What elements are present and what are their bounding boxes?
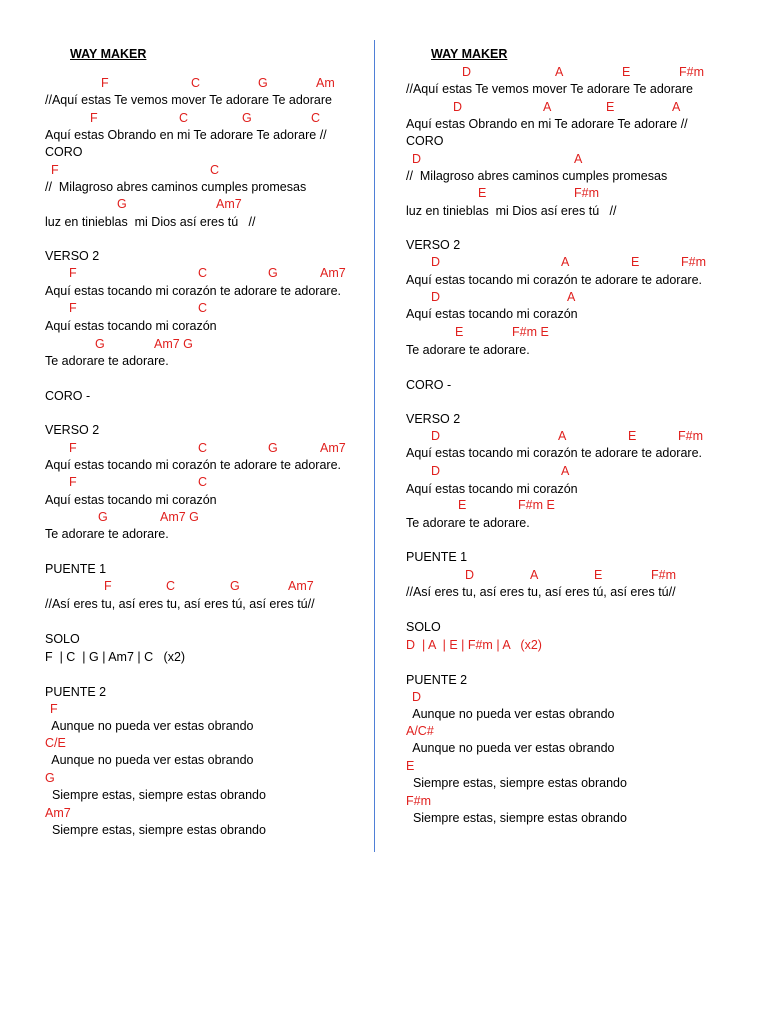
section-label: PUENTE 1 xyxy=(406,550,468,564)
chord-line xyxy=(406,497,555,514)
chord-line xyxy=(45,474,208,491)
lyric-line: luz en tinieblas mi Dios así eres tú // xyxy=(406,204,617,218)
chord: D xyxy=(412,690,422,704)
section-label: CORO xyxy=(45,145,83,159)
lyric-line: Aquí estas Obrando en mi Te adorare Te adorare // xyxy=(406,117,688,131)
chord: A xyxy=(574,152,583,166)
chord: F xyxy=(101,76,109,90)
chord: F xyxy=(51,163,59,177)
chord: C xyxy=(191,76,201,90)
lyric-line: Te adorare te adorare. xyxy=(406,343,530,357)
lyric-line: Aunque no pueda ver estas obrando xyxy=(406,707,615,721)
lyric-line: Aquí estas Obrando en mi Te adorare Te adorare // xyxy=(45,128,327,142)
chord: E xyxy=(594,568,603,582)
chord: F#m xyxy=(678,429,703,443)
chord: D xyxy=(431,429,441,443)
chord: A xyxy=(555,65,564,79)
chord: Am7 xyxy=(288,579,314,593)
chord: E xyxy=(458,498,467,512)
chord: E xyxy=(406,759,415,773)
chord: A/C# xyxy=(406,724,434,738)
chord-line xyxy=(45,336,193,353)
lyric-line: Aunque no pueda ver estas obrando xyxy=(45,719,254,733)
chord-line xyxy=(406,99,681,116)
chord: C/E xyxy=(45,736,66,750)
lyric-line: Aquí estas tocando mi corazón te adorare te adorare. xyxy=(45,458,342,472)
chord: F xyxy=(69,441,77,455)
column-divider xyxy=(374,40,375,852)
section-label: CORO - xyxy=(406,378,452,392)
section-label: SOLO xyxy=(45,632,80,646)
chord: F#m xyxy=(681,255,706,269)
lyric-line: //Así eres tu, así eres tu, así eres tú, así eres tú// xyxy=(406,585,676,599)
chord: D xyxy=(431,290,441,304)
chord: F xyxy=(90,111,98,125)
chord: F#m xyxy=(651,568,676,582)
lyric-line: Te adorare te adorare. xyxy=(45,527,169,541)
chord-line xyxy=(406,64,704,81)
section-label: VERSO 2 xyxy=(45,423,100,437)
chord: E xyxy=(628,429,637,443)
lyric-line: Aunque no pueda ver estas obrando xyxy=(45,753,254,767)
chord: D xyxy=(412,152,422,166)
chord: D xyxy=(453,100,463,114)
section-label: CORO - xyxy=(45,389,91,403)
lyric-line: Aquí estas tocando mi corazón xyxy=(406,307,578,321)
chord: A xyxy=(561,255,570,269)
lyric-line: Aunque no pueda ver estas obrando xyxy=(406,741,615,755)
chord: E xyxy=(478,186,487,200)
lyric-line: Siempre estas, siempre estas obrando xyxy=(406,776,627,790)
chord: Am7 xyxy=(320,266,346,280)
lyric-line: Aquí estas tocando mi corazón xyxy=(45,493,217,507)
lyric-line: Aquí estas tocando mi corazón te adorare te adorare. xyxy=(406,446,703,460)
chord-line xyxy=(45,440,346,457)
chord: A xyxy=(567,290,576,304)
lyric-line: //Así eres tu, así eres tu, así eres tú, así eres tú// xyxy=(45,597,315,611)
lyric-line: Aquí estas tocando mi corazón te adorare te adorare. xyxy=(406,273,703,287)
chord: C xyxy=(179,111,189,125)
solo-progression: F | C | G | Am7 | C (x2) xyxy=(45,650,186,664)
chord-line xyxy=(45,509,199,526)
chord-line xyxy=(406,185,599,202)
lyric-line: Aquí estas tocando mi corazón te adorare te adorare. xyxy=(45,284,342,298)
section-label: PUENTE 1 xyxy=(45,562,107,576)
chord: D xyxy=(465,568,475,582)
chord: D xyxy=(462,65,472,79)
lyric-line: Te adorare te adorare. xyxy=(45,354,169,368)
chord: D xyxy=(431,255,441,269)
section-label: PUENTE 2 xyxy=(406,673,468,687)
chord: C xyxy=(311,111,321,125)
chord-line xyxy=(45,162,220,179)
chord: E xyxy=(631,255,640,269)
chord: G xyxy=(258,76,268,90)
chord: F xyxy=(69,266,77,280)
chord: E xyxy=(622,65,631,79)
chord: Am7 xyxy=(45,806,71,820)
chord: Am xyxy=(316,76,335,90)
chord: C xyxy=(198,441,208,455)
lyric-line: Siempre estas, siempre estas obrando xyxy=(45,823,266,837)
section-label: VERSO 2 xyxy=(45,249,100,263)
lyric-line: luz en tinieblas mi Dios así eres tú // xyxy=(45,215,256,229)
chord: C xyxy=(166,579,176,593)
section-label: PUENTE 2 xyxy=(45,685,107,699)
chord-line xyxy=(406,254,706,271)
chord: G xyxy=(117,197,127,211)
chord: C xyxy=(198,266,208,280)
chord: G xyxy=(268,441,278,455)
chord: F xyxy=(69,301,77,315)
lyric-line: // Milagroso abres caminos cumples promesas xyxy=(406,169,668,183)
solo-progression: D | A | E | F#m | A (x2) xyxy=(406,638,542,652)
lyric-line: //Aquí estas Te vemos mover Te adorare Te adorare xyxy=(45,93,332,107)
lyric-line: Siempre estas, siempre estas obrando xyxy=(406,811,627,825)
lyric-line: Te adorare te adorare. xyxy=(406,516,530,530)
chord-line xyxy=(45,265,346,282)
chord: C xyxy=(198,475,208,489)
section-label: SOLO xyxy=(406,620,441,634)
chord: G xyxy=(98,510,108,524)
chord: G xyxy=(45,771,55,785)
chord-line xyxy=(45,196,242,213)
chord: E xyxy=(455,325,464,339)
chord: A xyxy=(672,100,681,114)
chord: A xyxy=(530,568,539,582)
chord: Am7 xyxy=(320,441,346,455)
chord: D xyxy=(431,464,441,478)
chord: C xyxy=(198,301,208,315)
chord: Am7 G xyxy=(160,510,199,524)
chord: Am7 xyxy=(216,197,242,211)
chord-line xyxy=(406,324,549,341)
chord: F#m xyxy=(679,65,704,79)
chord: G xyxy=(242,111,252,125)
chord-line xyxy=(406,428,703,445)
chord: A xyxy=(558,429,567,443)
chord-line xyxy=(406,289,576,306)
lyric-line: // Milagroso abres caminos cumples promesas xyxy=(45,180,307,194)
chord-line xyxy=(45,75,335,92)
chord: F xyxy=(69,475,77,489)
chord-line xyxy=(45,578,314,595)
chord-line xyxy=(406,463,570,480)
chord: C xyxy=(210,163,220,177)
chord-line xyxy=(406,567,676,584)
section-label: VERSO 2 xyxy=(406,238,461,252)
chord: Am7 G xyxy=(154,337,193,351)
chord: F xyxy=(50,702,58,716)
chord: A xyxy=(561,464,570,478)
chord-line xyxy=(406,151,583,168)
section-label: CORO xyxy=(406,134,444,148)
chord: F xyxy=(104,579,112,593)
chord: F#m xyxy=(406,794,431,808)
chord-line xyxy=(45,300,208,317)
chord: E xyxy=(606,100,615,114)
chord: G xyxy=(268,266,278,280)
chord: A xyxy=(543,100,552,114)
chord-line xyxy=(45,110,321,127)
section-label: VERSO 2 xyxy=(406,412,461,426)
lyric-line: Aquí estas tocando mi corazón xyxy=(45,319,217,333)
chord: F#m E xyxy=(512,325,549,339)
song-title: WAY MAKER xyxy=(431,47,508,61)
chord: F#m E xyxy=(518,498,555,512)
lyric-line: //Aquí estas Te vemos mover Te adorare Te adorare xyxy=(406,82,693,96)
lyric-line: Aquí estas tocando mi corazón xyxy=(406,482,578,496)
song-title: WAY MAKER xyxy=(70,47,147,61)
lyric-line: Siempre estas, siempre estas obrando xyxy=(45,788,266,802)
chord: G xyxy=(95,337,105,351)
chord: F#m xyxy=(574,186,599,200)
chord: G xyxy=(230,579,240,593)
